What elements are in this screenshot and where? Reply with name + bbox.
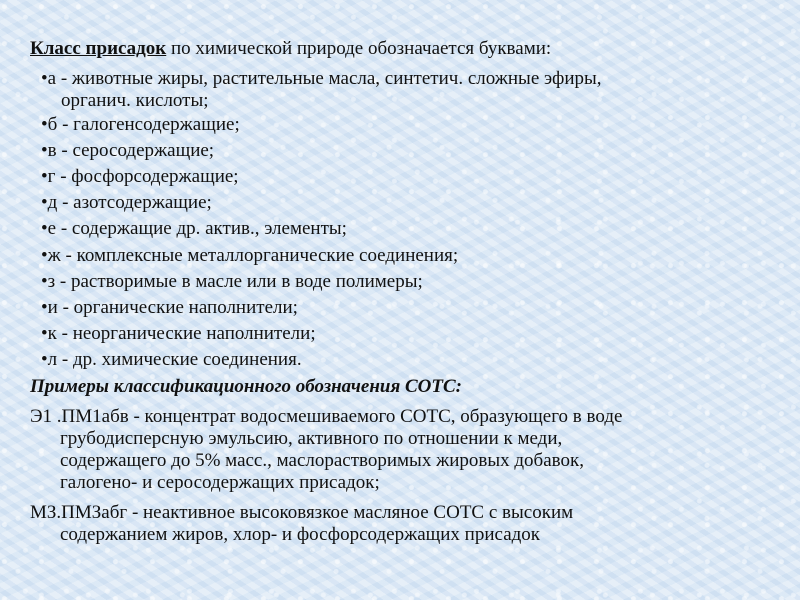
list-item-a-line1: •а - животные жиры, растительные масла, синтетич. сложные эфиры,	[41, 68, 602, 89]
list-item-v: •в - серосодержащие;	[41, 140, 215, 161]
example-2-line1: МЗ.ПМЗабг - неактивное высоковязкое масляное СОТС с высоким	[30, 502, 574, 523]
class-heading-rest: по химической природе обозначается буквами:	[166, 38, 552, 59]
examples-heading: Примеры классификационного обозначения СОТС:	[30, 376, 462, 397]
list-item-i: •и - органические наполнители;	[41, 297, 298, 318]
example-2-line2: содержанием жиров, хлор- и фосфорсодержащих присадок	[60, 524, 541, 545]
list-item-g: •г - фосфорсодержащие;	[41, 166, 239, 187]
list-item-zh: •ж - комплексные металлорганические соединения;	[41, 245, 459, 266]
example-1-line1: Э1 .ПМ1абв - концентрат водосмешиваемого СОТС, образующего в воде	[30, 406, 623, 427]
list-item-b: •б - галогенсодержащие;	[41, 114, 240, 135]
example-1	[30, 406, 622, 494]
list-item-l: •л - др. химические соединения.	[41, 349, 302, 370]
list-item-a-line2: органич. кислоты;	[61, 90, 209, 111]
list-item-z: •з - растворимые в масле или в воде полимеры;	[41, 271, 423, 292]
list-item-a	[41, 68, 602, 112]
example-1-line2: грубодисперсную эмульсию, активного по отношении к меди,	[60, 428, 563, 449]
class-heading	[30, 38, 551, 60]
example-1-line4: галогено- и серосодержащих присадок;	[60, 472, 380, 493]
list-item-d: •д - азотсодержащие;	[41, 192, 212, 213]
class-heading-bold: Класс присадок	[30, 38, 167, 59]
example-1-line3: содержащего до 5% масс., маслорастворимых жировых добавок,	[60, 450, 584, 471]
list-item-k: •к - неорганические наполнители;	[41, 323, 316, 344]
list-item-e: •е - содержащие др. актив., элементы;	[41, 218, 347, 239]
example-2	[30, 502, 573, 546]
